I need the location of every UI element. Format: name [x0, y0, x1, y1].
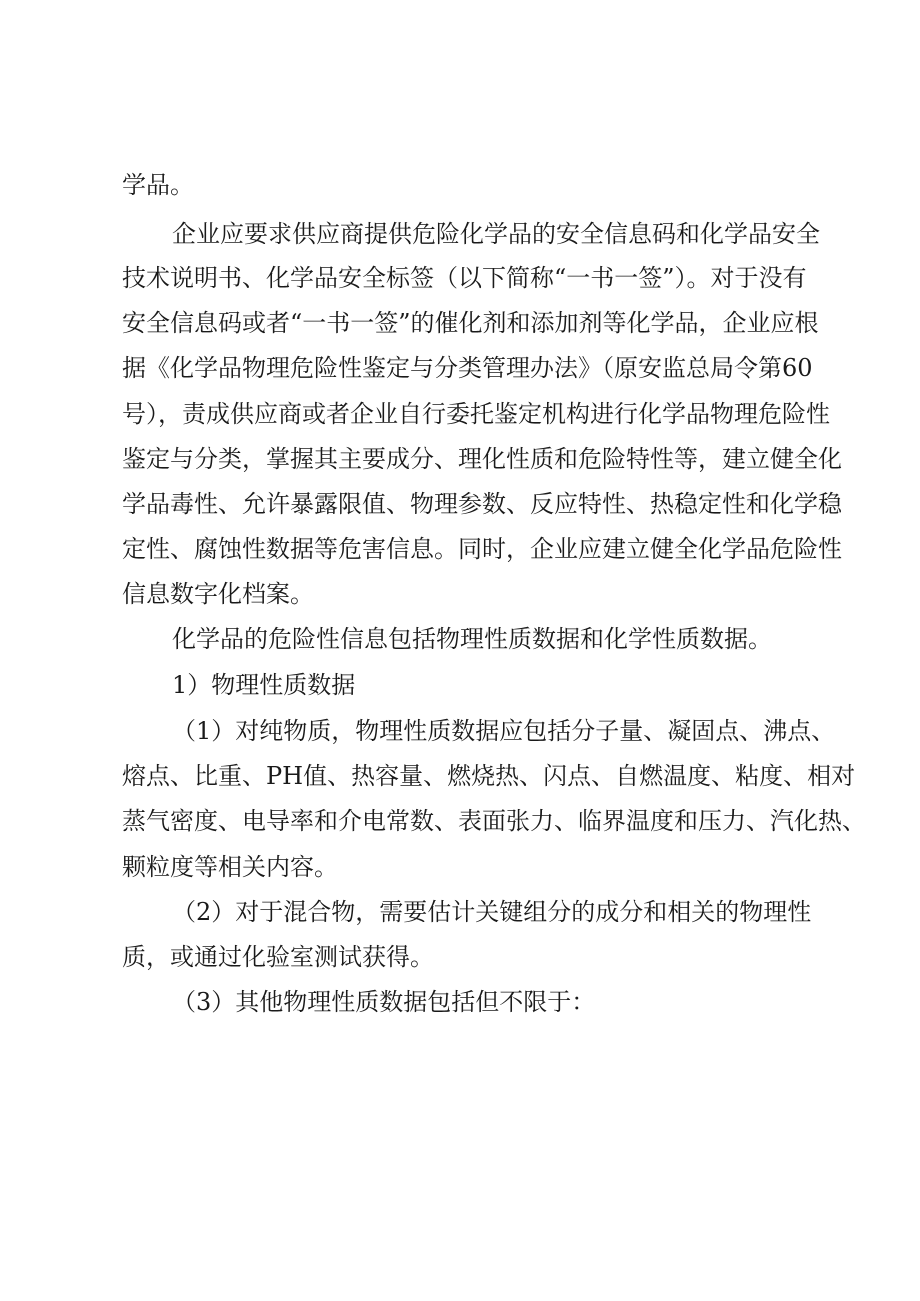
text-line-11: 化学品的危险性信息包括物理性质数据和化学性质数据。	[172, 625, 772, 653]
text-line-2: 企业应要求供应商提供危险化学品的安全信息码和化学品安全	[172, 220, 820, 248]
text-line-1: 学品。	[122, 171, 194, 199]
text-line-5: 据《化学品物理危险性鉴定与分类管理办法》（原安监总局令第60	[122, 354, 813, 382]
text-line-17: （2）对于混合物，需要估计关键组分的成分和相关的物理性	[172, 898, 812, 926]
text-line-12: 1）物理性质数据	[172, 671, 356, 699]
text-line-19: （3）其他物理性质数据包括但不限于：	[172, 988, 596, 1016]
text-line-18: 质，或通过化验室测试获得。	[122, 943, 434, 971]
text-line-16: 颗粒度等相关内容。	[122, 853, 338, 881]
text-line-4: 安全信息码或者“一书一签”的催化剂和添加剂等化学品，企业应根	[122, 309, 819, 337]
text-line-13: （1）对纯物质，物理性质数据应包括分子量、凝固点、沸点、	[172, 717, 836, 745]
text-line-14: 熔点、比重、PH值、热容量、燃烧热、闪点、自燃温度、粘度、相对	[122, 762, 856, 790]
text-line-3: 技术说明书、化学品安全标签（以下简称“一书一签”）。对于没有	[122, 264, 807, 292]
text-line-6: 号），责成供应商或者企业自行委托鉴定机构进行化学品物理危险性	[122, 400, 830, 428]
text-line-15: 蒸气密度、电导率和介电常数、表面张力、临界温度和压力、汽化热、	[122, 807, 866, 835]
text-line-9: 定性、腐蚀性数据等危害信息。同时，企业应建立健全化学品危险性	[122, 535, 842, 563]
text-line-10: 信息数字化档案。	[122, 580, 314, 608]
text-line-8: 学品毒性、允许暴露限值、物理参数、反应特性、热稳定性和化学稳	[122, 490, 842, 518]
text-line-7: 鉴定与分类，掌握其主要成分、理化性质和危险特性等，建立健全化	[122, 445, 842, 473]
